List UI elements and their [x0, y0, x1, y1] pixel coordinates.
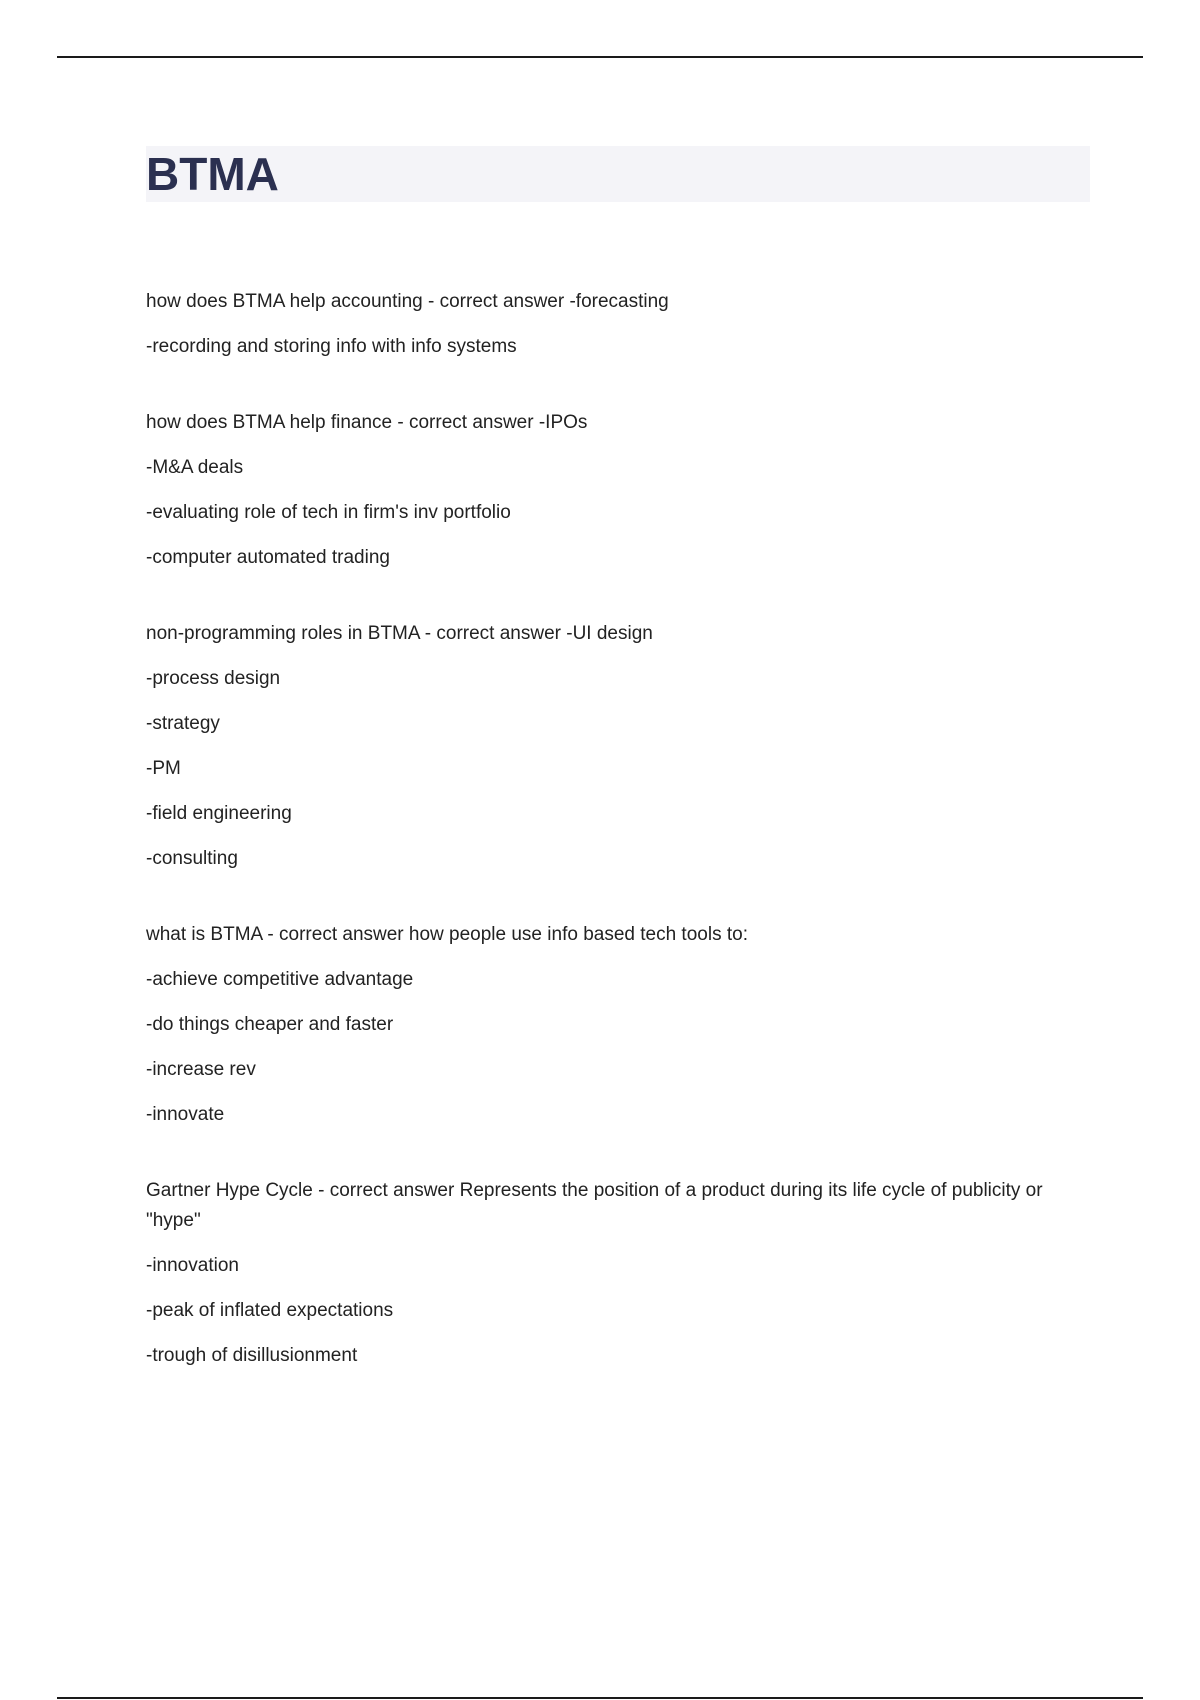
document-body	[146, 146, 1090, 1417]
qa-line: -computer automated trading	[146, 547, 390, 568]
qa-line: -recording and storing info with info systems	[146, 336, 517, 357]
qa-item	[146, 1176, 1090, 1371]
qa-item	[146, 287, 1090, 362]
qa-line: Gartner Hype Cycle - correct answer Represents the position of a product during its life cycle of publicity or "hype"	[146, 1180, 1043, 1231]
qa-line: -achieve competitive advantage	[146, 969, 414, 990]
qa-line: -field engineering	[146, 803, 292, 824]
qa-item	[146, 408, 1090, 573]
top-rule	[57, 56, 1143, 58]
qa-item	[146, 619, 1090, 874]
qa-line: how does BTMA help finance - correct answer -IPOs	[146, 412, 588, 433]
qa-line: how does BTMA help accounting - correct answer -forecasting	[146, 291, 669, 312]
qa-line: -evaluating role of tech in firm's inv portfolio	[146, 502, 511, 523]
title-band	[146, 146, 1090, 202]
qa-line: -process design	[146, 668, 281, 689]
qa-line: -do things cheaper and faster	[146, 1014, 394, 1035]
document-title: BTMA	[146, 148, 279, 200]
bottom-rule	[57, 1697, 1143, 1699]
qa-line: non-programming roles in BTMA - correct answer -UI design	[146, 623, 653, 644]
qa-line: -consulting	[146, 848, 238, 869]
qa-line: -increase rev	[146, 1059, 256, 1080]
qa-line: -innovate	[146, 1104, 225, 1125]
qa-item	[146, 920, 1090, 1130]
qa-line: -peak of inflated expectations	[146, 1300, 394, 1321]
qa-line: -M&A deals	[146, 457, 244, 478]
qa-line: -strategy	[146, 713, 220, 734]
qa-line: -PM	[146, 758, 181, 779]
qa-line: -trough of disillusionment	[146, 1345, 358, 1366]
qa-line: what is BTMA - correct answer how people use info based tech tools to:	[146, 924, 748, 945]
qa-list	[146, 287, 1090, 1371]
qa-line: -innovation	[146, 1255, 239, 1276]
